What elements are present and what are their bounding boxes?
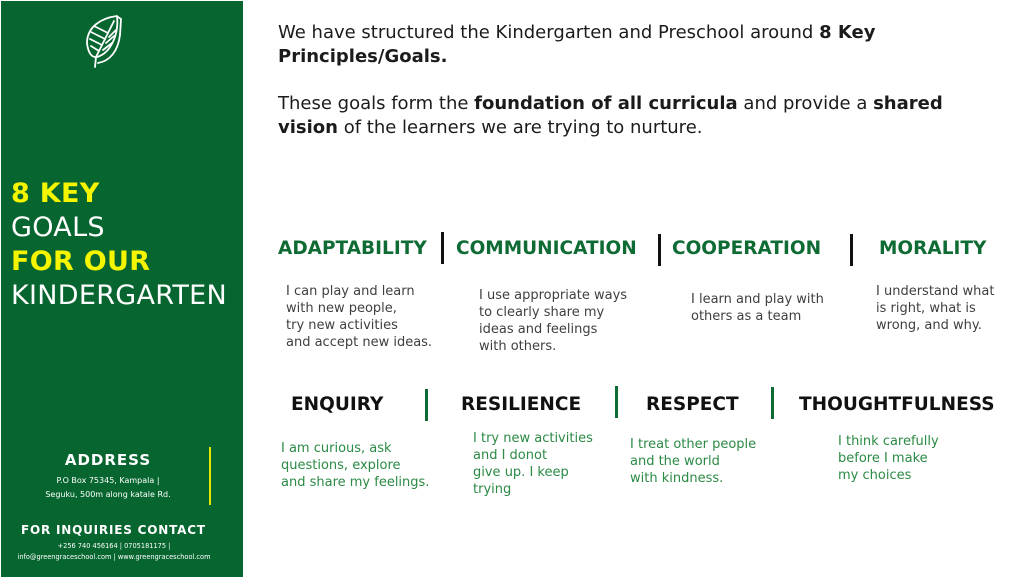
description-line: my choices bbox=[838, 468, 912, 483]
address-divider bbox=[209, 447, 211, 505]
description-line: I can play and learn bbox=[286, 284, 415, 299]
description-line: I use appropriate ways bbox=[479, 288, 628, 303]
title-line: KINDERGARTEN bbox=[11, 280, 228, 311]
title-line: FOR OUR bbox=[11, 246, 151, 277]
goal-title-communication: COMMUNICATION bbox=[456, 238, 637, 259]
goal-title-thoughtfulness: THOUGHTFULNESS bbox=[799, 394, 995, 415]
description-line: with new people, bbox=[286, 301, 397, 316]
intro-paragraph-2 bbox=[278, 92, 998, 140]
description-line: before I make bbox=[838, 451, 928, 466]
description-line: wrong, and why. bbox=[876, 318, 982, 333]
goal-title-cooperation: COOPERATION bbox=[672, 238, 822, 259]
description-line: others as a team bbox=[691, 309, 802, 324]
intro-text: These goals form the bbox=[278, 93, 475, 114]
inquiries-heading: FOR INQUIRIES CONTACT bbox=[21, 523, 206, 537]
intro-bold-text: shared vision bbox=[278, 93, 943, 138]
goal-title-resilience: RESILIENCE bbox=[461, 394, 582, 415]
goal-divider bbox=[441, 232, 444, 264]
description-line: I treat other people bbox=[630, 437, 757, 452]
address-line: P.O Box 75345, Kampala | bbox=[56, 476, 160, 485]
intro-bold-text: 8 Key Principles/Goals. bbox=[278, 22, 876, 67]
description-line: I learn and play with bbox=[691, 292, 824, 307]
goal-divider bbox=[658, 234, 661, 266]
goal-divider bbox=[850, 234, 853, 266]
title-line: GOALS bbox=[11, 212, 105, 243]
sidebar-panel bbox=[1, 1, 243, 577]
description-line: try new activities bbox=[286, 318, 398, 333]
goal-divider bbox=[425, 389, 428, 421]
goal-description-cooperation bbox=[691, 291, 824, 325]
sidebar-title bbox=[11, 177, 227, 313]
goal-title-enquiry: ENQUIRY bbox=[291, 394, 384, 415]
intro-bold-text: foundation of all curricula bbox=[474, 93, 738, 114]
description-line: to clearly share my bbox=[479, 305, 605, 320]
goal-description-morality bbox=[876, 283, 994, 334]
description-line: I think carefully bbox=[838, 434, 939, 449]
goal-description-thoughtfulness bbox=[838, 433, 939, 484]
goal-description-communication bbox=[479, 287, 627, 355]
goal-divider bbox=[615, 386, 618, 418]
description-line: with kindness. bbox=[630, 471, 724, 486]
description-line: with others. bbox=[479, 339, 557, 354]
description-line: and the world bbox=[630, 454, 720, 469]
description-line: I try new activities bbox=[473, 431, 593, 446]
description-line: ideas and feelings bbox=[479, 322, 598, 337]
description-line: and accept new ideas. bbox=[286, 335, 433, 350]
contact-emails: info@greengraceschool.com | www.greengraceschool.com bbox=[17, 553, 211, 561]
description-line: give up. I keep bbox=[473, 465, 569, 480]
address-heading: ADDRESS bbox=[64, 451, 152, 469]
book-leaf-icon bbox=[83, 13, 123, 69]
description-line: questions, explore bbox=[281, 458, 401, 473]
goal-title-adaptability: ADAPTABILITY bbox=[278, 238, 427, 259]
goal-description-adaptability bbox=[286, 283, 432, 351]
intro-text: We have structured the Kindergarten and Preschool around bbox=[278, 22, 820, 43]
goal-divider bbox=[771, 387, 774, 419]
intro-text: of the learners we are trying to nurture. bbox=[337, 117, 703, 138]
address-line: Seguku, 500m along katale Rd. bbox=[45, 490, 171, 499]
goal-title-morality: MORALITY bbox=[879, 238, 987, 259]
description-line: trying bbox=[473, 482, 512, 497]
goal-description-enquiry bbox=[281, 440, 429, 491]
goal-description-respect bbox=[630, 436, 756, 487]
intro-text: and provide a bbox=[737, 93, 874, 114]
goal-title-respect: RESPECT bbox=[646, 394, 739, 415]
description-line: I understand what bbox=[876, 284, 995, 299]
description-line: I am curious, ask bbox=[281, 441, 392, 456]
goal-description-resilience bbox=[473, 430, 593, 498]
intro-paragraph-1 bbox=[278, 21, 998, 69]
title-line: 8 KEY bbox=[11, 178, 100, 209]
description-line: and I donot bbox=[473, 448, 548, 463]
description-line: and share my feelings. bbox=[281, 475, 430, 490]
contact-phones: +256 740 456164 | 0705181175 | bbox=[57, 542, 171, 550]
description-line: is right, what is bbox=[876, 301, 976, 316]
